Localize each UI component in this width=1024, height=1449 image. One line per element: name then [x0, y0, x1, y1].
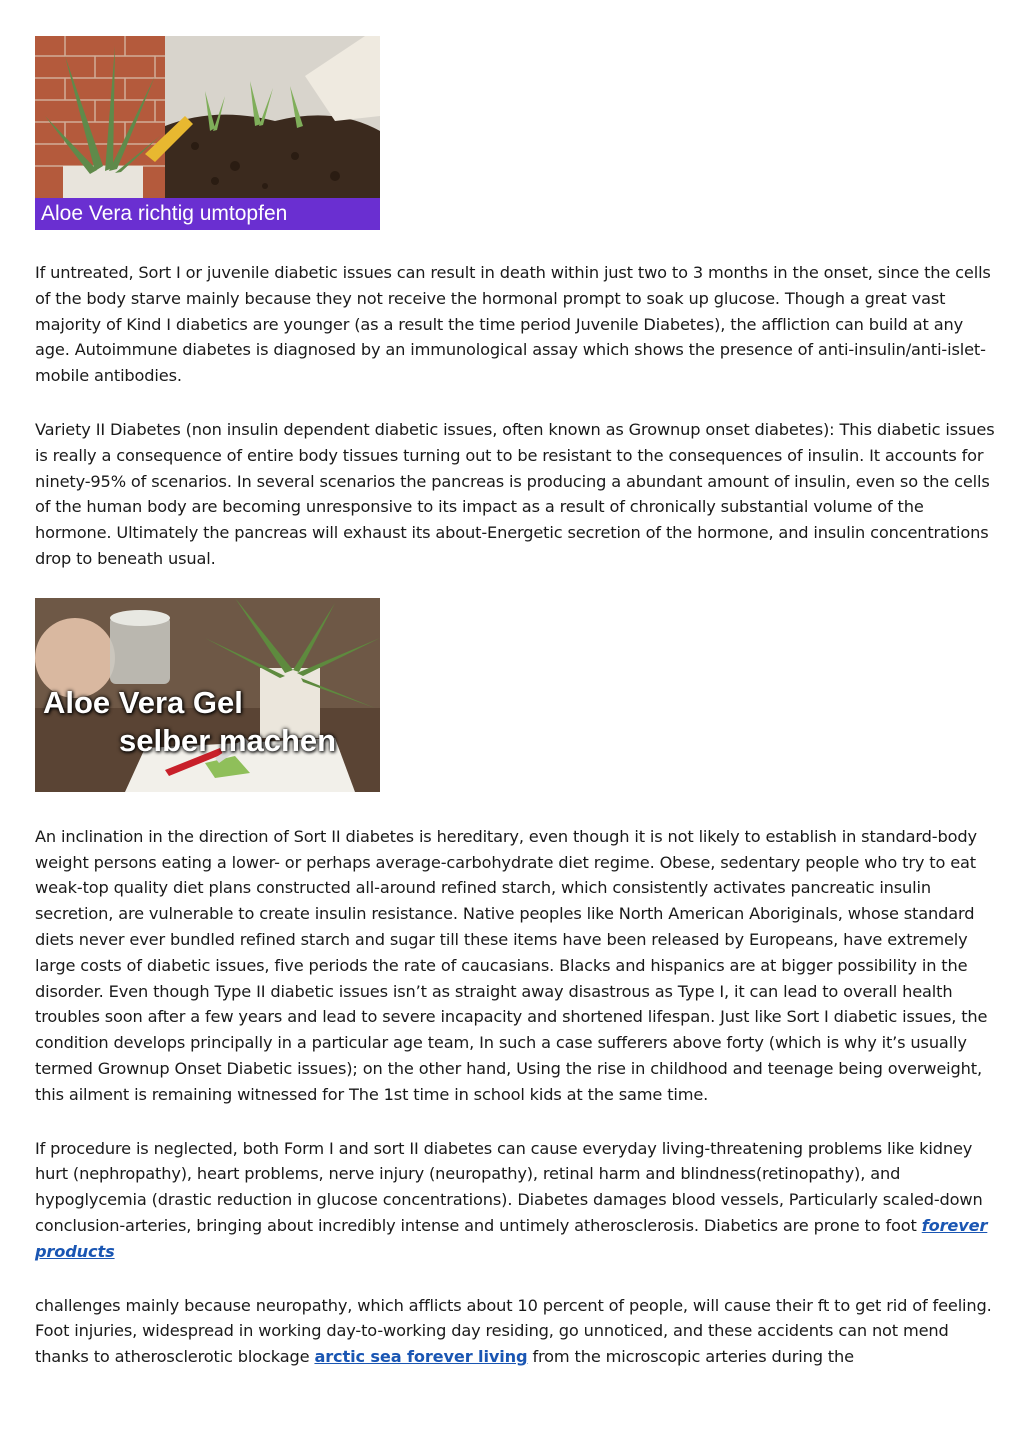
arctic-sea-link[interactable]: arctic sea forever living: [314, 1347, 528, 1367]
paragraph-type1-diabetes: If untreated, Sort I or juvenile diabetic issues can result in death within just two to 3 months in the onset, since the cells of the body starve mainly because they not receive the hormonal prompt to soak up glucose. Though a great vast majority of Kind I diabetics are younger (as a result the time period Juvenile Diabetes), the affliction can build at any age. Autoimmune diabetes is diagnosed by an immunological assay which shows the presence of anti-insulin/anti-islet-mobile antibodies.: [35, 263, 991, 386]
aloe-repotting-image: [35, 36, 380, 230]
aloe-gel-image: [35, 598, 380, 792]
paragraph-foot-text-after: from the microscopic arteries during the: [532, 1347, 854, 1367]
image-title-line1: Aloe Vera Gel: [43, 684, 243, 720]
image-caption: Aloe Vera richtig umtopfen: [35, 198, 380, 230]
paragraph-type2-diabetes: Variety II Diabetes (non insulin dependent diabetic issues, often known as Grownup onset diabetes): This diabetic issues is really a consequence of entire body tissues turning out to be resistant to the consequences of insulin. It accounts for ninety-95% of scenarios. In several scenarios the pancreas is producing a abundant amount of insulin, even so the cells of the human body are becoming unresponsive to its impact as a result of chronically substantial volume of the hormone. Ultimately the pancreas will exhaust its about-Energetic secretion of the hormone, and insulin concentrations drop to beneath usual.: [35, 419, 995, 568]
paragraph-complications-text: If procedure is neglected, both Form I and sort II diabetes can cause everyday living-threatening problems like kidney hurt (nephropathy), heart problems, nerve injury (neuropathy), retinal harm and blindness(retinopathy), and hypoglycemia (drastic reduction in glucose concentrations). Diabetes damages blood vessels, Particularly scaled-down conclusion-arteries, bringing about incredibly intense and untimely atherosclerosis. Diabetics are prone to foot: [35, 1138, 983, 1235]
paragraph-hereditary: An inclination in the direction of Sort II diabetes is hereditary, even though it is not likely to establish in standard-body weight persons eating a lower- or perhaps average-carbohydrate diet regime. Obese, sedentary people who try to eat weak-top quality diet plans constructed all-around refined starch, which consistently activates pancreatic insulin secretion, are vulnerable to create insulin resistance. Native peoples like North American Aboriginals, whose standard diets never ever bundled refined starch and sugar till these items have been released by Europeans, have extremely large costs of diabetic issues, five periods the rate of caucasians. Blacks and hispanics are at bigger possibility in the disorder. Even though Type II diabetic issues isn’t as straight away disastrous as Type I, it can lead to overall health troubles soon after a few years and lead to severe incapacity and shortened lifespan. Just like Sort I diabetic issues, the condition develops principally in a particular age team, In such a case sufferers above forty (which is why it’s usually termed Grownup Onset Diabetic issues); on the other hand, Using the rise in childhood and teenage being overweight, this ailment is remaining witnessed for The 1st time in school kids at the same time.: [35, 826, 988, 1104]
document-page: [35, 36, 995, 1370]
paragraph-foot-text-before: challenges mainly because neuropathy, which afflicts about 10 percent of people, will cause their ft to get rid of feeling. Foot injuries, widespread in working day-to-working day residing, go unnoticed, and these accidents can not mend thanks to atherosclerotic blockage: [35, 1295, 992, 1367]
forever-products-link[interactable]: forever products: [35, 1215, 988, 1261]
image-title-line2: selber machen: [119, 722, 337, 758]
paragraph-complications: [35, 1136, 995, 1265]
paragraph-foot-problems: [35, 1293, 995, 1370]
